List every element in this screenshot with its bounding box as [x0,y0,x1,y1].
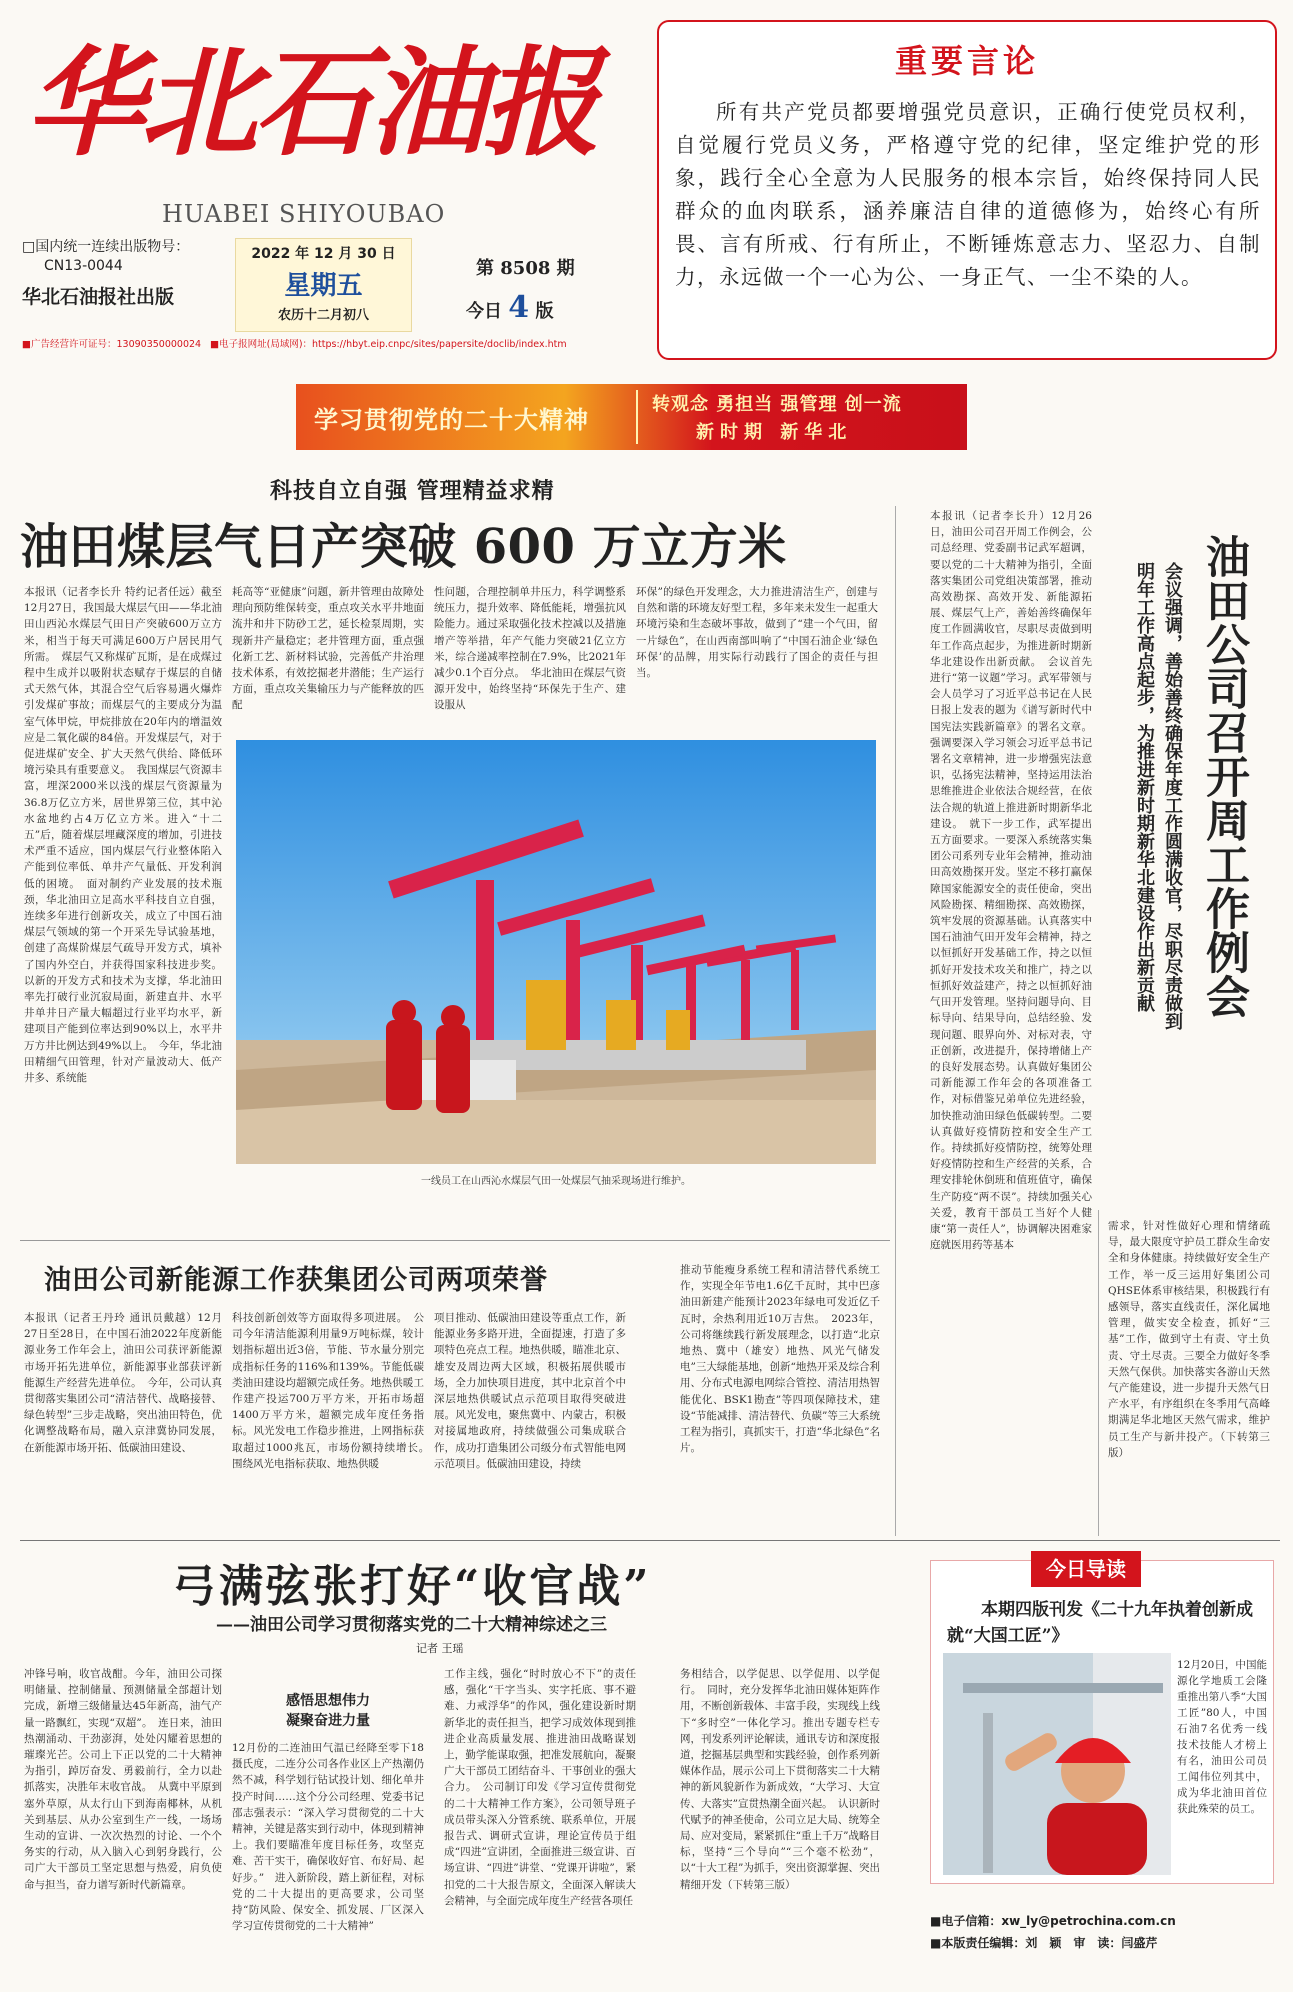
page-count-suffix: 版 [535,301,554,322]
important-remarks-title: 重要言论 [894,42,1039,80]
bottom-subline: ——油田公司学习贯彻落实党的二十大精神综述之三 [216,1615,607,1635]
honor-headline: 油田公司新能源工作获集团公司两项荣誉 [44,1265,548,1296]
banner-left-slogan: 学习贯彻党的二十大精神 [314,405,589,434]
honor-col-4: 推动节能瘦身系统工程和清洁替代系统工作，实现全年节电1.6亿千瓦时，其中巴彦油田新建产能预计2023年绿电可发近亿千瓦时，余热利用近10万吉焦。 2023年，公司将继续践行新发展理念，以打造“北京地热、冀中（雄安）地热、风光气储发电”三大绿能基地，创新“地热开采及综合利用、分布式电源电网综合管控、清洁用热智能优化、BSK1勘查”等四项保障技术，建设“节能减排、清洁替代、负碳”等三大系统工程为指引，真抓实干，打造“华北绿色”名片。 [680,1264,880,1455]
meeting-col-a: 本报讯（记者李长升）12月26日，油田公司召开周工作例会，公司总经理、党委副书记武军超调，要以党的二十大精神为指引，全面落实集团公司党组决策部署，推动高效勘探、高效开发、新能源拓展、煤层气上产，善始善终确保年度工作圆满收官，尽职尽责做到明年工作高点起步，为推进新时期新华北建设作出新贡献。 会议首先进行“第一议题”学习。武军带领与会人员学习了习近平总书记在人民日报上发表的题为《谱写新时代中国宪法实践新篇章》的署名文章。强调要深入学习领会习近平总书记署名文章精神，进一步增强宪法意识，弘扬宪法精神，坚持运用法治思维推进企业依法合规经营，在依法合规的轨道上推进新时期新华北建设。 就下一步工作，武军提出五方面要求。一要深入系统落实集团公司系列专业年会精神，推动油田高效勘探开发。坚定不移打赢保障国家能源安全的责任使命，突出风险勘探、精细勘探、高效勘探，筑牢发展的资源基础。认真落实中国石油油气田开发年会精神，持之以恒抓好开发基础工作，持之以恒抓好开发技术攻关和推广，持之以恒抓好效益建产，持之以恒抓好油气田开发管理。坚持问题导向、目标导向、结果导向，总结经验、发现问题、眼界向外、对标对表，守正创新，改进提升，保持增储上产的良好发展态势。认真做好集团公司新能源工作年会的各项准备工作，对标借鉴兄弟单位先进经验，加快推动油田绿色低碳转型。二要认真做好疫情防控和安全生产工作。持续抓好疫情防控，统筹处理好疫情防控和生产经营的关系，合理安排轮休倒班和值班值守，确保生产防疫“两不误”。持续加强关心关爱，教育干部员工当好个人健康“第一责任人”，协调解决困难家庭就医用药等基本 [930,510,1092,1252]
guide-box [930,1557,1274,1884]
bottom-col-2: 12月份的二连油田气温已经降至零下18摄氏度，二连分公司各作业区上产热潮仍然不减，科学划行钻试投计划、细化单井投产时间……这个分公司经理、党委书记邵志强表示：“深入学习贯彻党的二十大精神，关键是落实到行动中，体现到精神上。我们要瞄准年度目标任务，攻坚克难、苦干实干，确保收好官、布好局、起好步。” 进入新阶段，踏上新征程，对标党的二十大提出的更高要求，公司坚持“防风险、保安全、抓发展、厂区深入学习宣传贯彻党的二十大精神” [232,1742,424,1933]
bottom-col-4: 务相结合，以学促思、以学促用、以学促行。 同时，充分发挥华北油田媒体矩阵作用，不断创新载体、丰富手段，实现线上线下“多时空”一体化学习。推出专题专栏专网，刊发系列评论解读，通讯专访和深度报道，挖掘基层典型和实践经验，创作系列新媒体作品，展示公司上下贯彻落实二十大精神的新风貌新作为新成效，“大学习、大宣传、大落实”宣贯热潮全面兴起。 认识新时代赋予的神圣使命，公司立足大局、统筹全局、应对变局，紧紧抓住“重上千万”战略目标，坚持“三个导向”“三个毫不松劲”，以“十大工程”为抓手，突出资源掌握、突出精细开发（下转第三版） [680,1668,880,1891]
honor-col-2: 科技创新创效等方面取得多项进展。 公司今年清洁能源利用量9万吨标煤，较计划指标超出近3倍，节能、节水量分别完成指标任务的116%和139%。节能低碳类油田建设均超额完成任务。地热供暖工作建产投运700万平方米，开拓市场超1400万平方米，超额完成年度任务指标。风光发电工作稳步推进，上网指标获取超过1000兆瓦，市场份额持续增长。 围绕风光电指标获取、地热供暖 [232,1312,435,1470]
footer-email[interactable]: ■电子信箱：xw_ly@petrochina.com.cn [930,1914,1176,1928]
weekday: 星期五 [284,271,363,301]
meeting-headline: 油田公司召开周工作例会 [1198,534,1249,1018]
bottom-col-3: 工作主线，强化“时时放心不下”的责任感，强化“干字当头、实字托底、事不避难、力戒浮华”的作风，强化建设新时期新华北的责任担当，把学习成效体现到推进企业高质量发展、推进油田战略谋划上，勤学能谋取强，把准发展航向，凝聚广大干部员工团结奋斗、干事创业的强大合力。 公司制订印发《学习宣传贯彻党的二十大精神工作方案》，公司领导班子成员带头深入分管系统、联系单位，开展报告式、调研式宣讲，理论宣传员于组成“四进”宣讲团，全面推进三级宣讲、百场宣讲、“四进”讲堂、“党课开讲啦”，紧扣党的二十大报告原文，全面深入解读大会精神，与全面完成年度生产经营各项任 [444,1668,636,1907]
lead-col-1: 本报讯（记者李长升 特约记者任远）截至12月27日，我国最大煤层气田——华北油田山西沁水煤层气田日产突破600万立方米，相当于每天可满足600万户居民用气所需。 煤层气又称煤矿瓦斯，是在成煤过程中生成并以吸附状态赋存于煤层的自储式天然气体，其混合空气后容易遇火爆炸引发煤矿事故；而煤层气的主要成分为温室气体甲烷，甲烷排放在20年内的增温效应是二氧化碳的84倍。开发煤层气，对于促进煤矿安全、扩大天然气供给、降低环境污染具有重要意义。 我国煤层气资源丰富，埋深2000米以浅的煤层气资源量为36.8万亿立方米，居世界第三位，其中沁水盆地约占4万亿立方米。进入“十二五”后，随着煤层埋藏深度的增加，引进技术严重不适应，国内煤层气行业整体陷入产能到位率低、单井产气量低、开发利润低的困境。 面对制约产业发展的技术瓶颈，华北油田立足高水平科技自立自强，连续多年进行创新攻关，成立了中国石油煤层气领域的第一个开采先导试验基地，创建了高煤阶煤层气疏导开发方式，填补了国内外空白，并获得国家科技进步奖。以新的开发方式和技术为支撑，华北油田率先打破行业沉寂局面，新建直井、水平井单井日产量大幅超过行业平均水平，新建项目产能到位率达到90%以上，水平井万方井比例达到49%以上。 今年，华北油田精细气田管理，针对产量波动大、低产井多、系统能 [24,586,222,1085]
lead-photo-caption: 一线员工在山西沁水煤层气田一处煤层气抽采现场进行维护。 [421,1176,691,1187]
lead-col-3: 性问题，合理控制单井压力，科学调整系统压力，提升效率、降低能耗，增强抗风险能力。通过采取强化技术控减以及措施增产等举措，年产气能力突破21亿立方米，综合递减率控制在7.9%，比2021年减少0.1个百分点。 华北油田在煤层气资源开发中，始终坚持“环保先于生产、建设服从 [434,586,626,712]
issue-number: 第 8508 期 [476,258,575,279]
guide-headline[interactable]: 本期四版刊发《二十九年执着创新成就“大国工匠”》 [947,1600,1253,1646]
cn-number: CN13-0044 [44,258,123,274]
meeting-subtitle-1: 会议强调，善始善终确保年度工作圆满收官，尽职尽责做到 [1162,562,1183,1030]
meeting-col-b: 需求，针对性做好心理和情绪疏导，最大限度守护员工群众生命安全和身体健康。持续做好安全生产工作，举一反三运用好集团公司QHSE体系审核结果，积极践行有感领导，落实直线责任，深化属地管理，做实安全检查，抓好“三基”工作，做到守土有责、守土负责、守土尽责。三要全力做好冬季天然气保供。加快落实各游山天然气产能建设，进一步提升天然气日产水平，有序组织在冬季用气高峰期满足华北地区天然气需求，维护员工生产与新井投产。（下转第三版） [1108,1220,1270,1459]
lead-photo [236,740,876,1164]
masthead-footer-strip [22,336,642,350]
guide-photo [943,1653,1171,1875]
lunar-date: 农历十二月初八 [277,308,369,323]
craftsman-image [943,1653,1171,1875]
lead-col-4: 环保”的绿色开发理念，大力推进清洁生产，创建与自然和谐的环境友好型工程，多年来未发生一起重大环境污染和生态破坏事故，做到了“建一个气田，留一片绿色”，在山西南部叫响了“中国石油企业‘绿色环保’的品牌，用实际行动践行了国企的责任与担当。 [636,586,878,680]
meeting-subtitle [1130,562,1186,1182]
publisher: 华北石油报社出版 [22,286,175,308]
footer [930,1910,1272,1954]
page-count-prefix: 今日 [466,301,502,322]
pumpjack-scene-image [236,740,876,1164]
epaper-url[interactable]: ■电子报网址(局域网)：https://hbyt.eip.cnpc/sites/papersite/doclib/index.htm [210,339,567,350]
bottom-col-1: 冲锋号响，收官战酣。今年，油田公司探明储量、控制储量、预测储量全部超计划完成，新增三级储量达45年新高，油气产量一路飘红，实现“双超”。 连日来，油田热潮涌动、干劲澎湃，处处闪耀着思想的璀璨光芒。公司上下正以党的二十大精神为指引，踔厉奋发、勇毅前行，全力以赴抓落实，决胜年末收官战。 从冀中平原到塞外草原，从太行山下到海南椰林，从机关到基层、从办公室到生产一线，一场场生动的宣讲、一次次热烈的讨论、一个个务实的行动，从入脑入心到躬身践行，公司广大干部员工坚定思想与热爱，肩负使命与担当，奋力谱写新时代新篇章。 [24,1668,222,1891]
bottom-subhead-2: 凝聚奋进力量 [286,1713,370,1729]
page-count-number: 4 [508,290,530,325]
cn-label: □国内统一连续出版物号： [22,239,190,255]
honor-col-3: 项目推动、低碳油田建设等重点工作，新能源业务多路开进，全面提速，打造了多项特色亮点工程。地热供暖，瞄准北京、雄安及周边两大区域，积极拓展供暖市场，全力加快项目进度，其中北京首个中深层地热供暖试点示范项目取得突破进展。风光发电，聚焦冀中、内蒙古，积极对接属地政府，持续做强公司集成联合作，成功打造集团公司级分布式智能电网示范项目。低碳油田建设，持续 [434,1312,626,1470]
guide-text: 12月20日，中国能源化学地质工会隆重推出第八季“大国工匠”80人，中国石油7名优秀一线技术技能人才榜上有名，油田公司员工闻伟位列其中，成为华北油田首位获此殊荣的员工。 [1177,1659,1267,1815]
bottom-headline: 弓满弦张打好“收官战” [172,1561,652,1612]
lead-col-2: 耗高等“亚健康”问题，新井管理由故障处理向预防维保转变，重点攻关水平井地面流井和井下防砂工艺，延长检泵周期，实现新井产量稳定；老井管理方面，重点强化新工艺、新材料试验，完善低产井治理技术体系，有效挖掘老井潜能；生产运行方面，重点攻关集输压力与产能释放的匹配 [232,586,424,712]
masthead-title: 华北石油报 [26,33,597,172]
publication-info [22,236,232,309]
date-box [235,238,412,332]
bottom-subhead-1: 感悟思想伟力 [286,1693,370,1709]
banner-right-slogan-1: 转观念 勇担当 强管理 创一流 [652,394,902,415]
lead-kicker: 科技自立自强 管理精益求精 [270,478,555,504]
guide-label: 今日导读 [1031,1551,1141,1587]
footer-editors: ■本版责任编辑：刘 颖 审 读：闫盛芹 [930,1936,1158,1950]
lead-headline: 油田煤层气日产突破 600 万立方米 [20,519,787,575]
banner-right-slogan-2: 新时期 新华北 [696,422,853,443]
issue-date: 2022 年 12 月 30 日 [251,246,396,262]
ad-license: ■广告经营许可证号：13090350000024 [22,339,202,350]
campaign-banner [296,384,967,450]
honor-col-1: 本报讯（记者王丹玲 通讯员戴越）12月27日至28日，在中国石油2022年度新能源业务工作年会上，油田公司获评新能源市场开拓先进单位，新能源事业部获评新能源生产经营先进单位。 今年，公司认真贯彻落实集团公司“清洁替代、战略接替、绿色转型”三步走战略，突出油田特色，优化调整战略布局，融入京津冀协同发展，在新能源市场开拓、低碳油田建设、 [24,1312,222,1454]
bottom-byline: 记者 王瑶 [416,1642,464,1655]
meeting-subtitle-2: 明年工作高点起步，为推进新时期新华北建设作出新贡献 [1134,562,1155,1012]
page-count [466,290,553,325]
important-remarks-text: 所有共产党员都要增强党员意识，正确行使党员权利，自觉履行党员义务，严格遵守党的纪律，坚定维护党的形象，践行全心全意为人民服务的根本宗旨，始终保持同人民群众的血肉联系，涵养廉洁自律的道德修为，始终心有所畏、言有所戒、行有所止，不断锤炼意志力、坚忍力、自制力，永远做一个一心为公、一身正气、一尘不染的人。 [675,100,1261,289]
masthead-pinyin: HUABEI SHIYOUBAO [162,200,446,228]
important-remarks-box [657,20,1277,360]
